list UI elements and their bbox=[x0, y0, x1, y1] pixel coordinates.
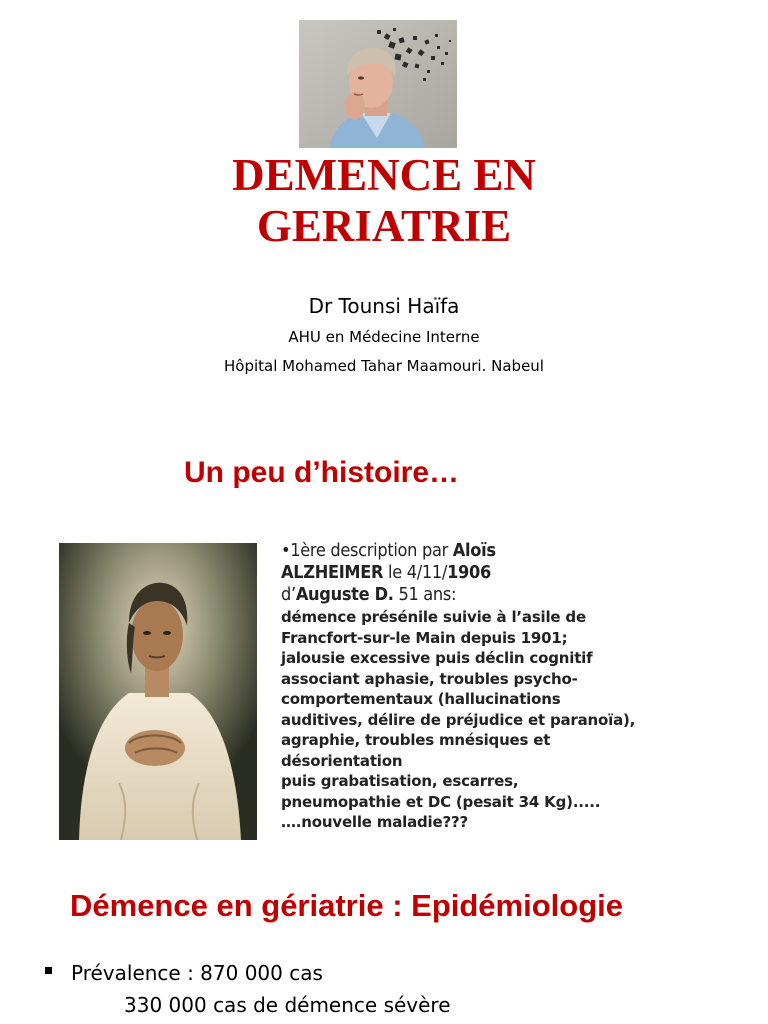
severe-dementia-text: 330 000 cas de démence sévère bbox=[124, 993, 451, 1017]
intro-name-last: ALZHEIMER bbox=[281, 562, 384, 583]
slide-title bbox=[120, 150, 648, 252]
description-line: comportementaux (hallucinations bbox=[281, 690, 561, 708]
description-line: Francfort-sur-le Main depuis 1901; bbox=[281, 628, 568, 647]
epidemiology-heading: Démence en gériatrie : Epidémiologie bbox=[70, 888, 623, 923]
description-line: démence présénile suivie à l’asile de bbox=[281, 608, 586, 626]
history-intro bbox=[281, 540, 701, 606]
description-line: puis grabatisation, escarres, bbox=[281, 772, 519, 790]
dementia-illustration-image bbox=[299, 20, 457, 148]
author-name: Dr Tounsi Haïfa bbox=[308, 294, 460, 318]
history-description bbox=[281, 607, 701, 833]
description-line: agraphie, troubles mnésiques et bbox=[281, 731, 551, 749]
author-role: AHU en Médecine Interne bbox=[288, 328, 480, 346]
history-text-block bbox=[281, 540, 701, 833]
description-line: associant aphasie, troubles psycho- bbox=[281, 669, 578, 688]
description-line: ….nouvelle maladie??? bbox=[281, 813, 468, 831]
intro-name-first: Aloïs bbox=[452, 540, 496, 561]
intro-patient: Auguste D. bbox=[295, 584, 394, 605]
square-bullet-icon bbox=[45, 967, 52, 974]
intro-prefix: •1ère description par bbox=[281, 540, 453, 561]
title-line-2: GERIATRIE bbox=[256, 201, 512, 251]
author-hospital: Hôpital Mohamed Tahar Maamouri. Nabeul bbox=[224, 357, 544, 375]
description-line: désorientation bbox=[281, 751, 403, 770]
history-heading: Un peu d’histoire… bbox=[184, 456, 460, 489]
auguste-d-portrait-image bbox=[59, 543, 257, 840]
intro-patient-prefix: d’ bbox=[281, 584, 296, 605]
intro-year: 1906 bbox=[447, 562, 491, 583]
intro-age: 51 ans: bbox=[393, 584, 457, 605]
title-line-1: DEMENCE EN bbox=[232, 150, 536, 200]
description-line: jalousie excessive puis déclin cognitif bbox=[281, 649, 593, 667]
prevalence-bullet bbox=[45, 960, 323, 986]
prevalence-text: Prévalence : 870 000 cas bbox=[71, 961, 323, 985]
description-line: auditives, délire de préjudice et paranoïa), bbox=[281, 710, 636, 729]
intro-date-prefix: le 4/11/ bbox=[383, 562, 448, 583]
description-line: pneumopathie et DC (pesait 34 Kg)..... bbox=[281, 792, 601, 811]
